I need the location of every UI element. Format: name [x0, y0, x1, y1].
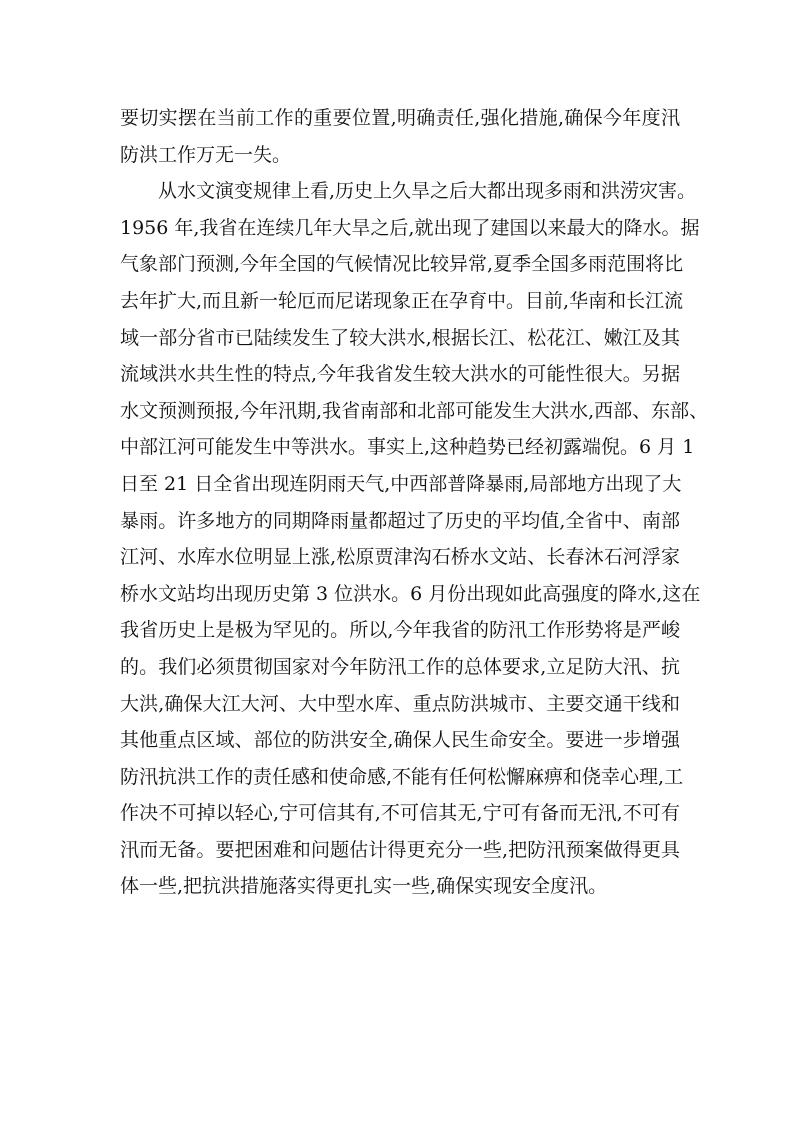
text-line: 气象部门预测,今年全国的气候情况比较异常,夏季全国多雨范围将比	[120, 253, 684, 276]
text-line: 从水文演变规律上看,历史上久旱之后大都出现多雨和洪涝灾害。	[158, 180, 697, 203]
text-line: 桥水文站均出现历史第 3 位洪水。6 月份出现如此高强度的降水,这在	[120, 582, 701, 605]
text-line: 大洪,确保大江大河、大中型水库、重点防洪城市、主要交通干线和	[120, 692, 680, 715]
text-line: 去年扩大,而且新一轮厄而尼诺现象正在孕育中。目前,华南和长江流	[120, 289, 684, 312]
text-line: 要切实摆在当前工作的重要位置,明确责任,强化措施,确保今年度汛	[120, 107, 680, 129]
text-line: 水文预测预报,今年汛期,我省南部和北部可能发生大洪水,西部、东部、	[120, 399, 709, 422]
text-line: 江河、水库水位明显上涨,松原贾津沟石桥水文站、长春沐石河浮家	[120, 546, 680, 569]
text-line: 其他重点区域、部位的防洪安全,确保人民生命安全。要进一步增强	[120, 729, 680, 752]
text-line: 域一部分省市已陆续发生了较大洪水,根据长江、松花江、嫩江及其	[120, 326, 680, 349]
text-line: 防汛抗洪工作的责任感和使命感,不能有任何松懈麻痹和侥幸心理,工	[120, 765, 684, 788]
text-line: 暴雨。许多地方的同期降雨量都超过了历史的平均值,全省中、南部	[120, 509, 680, 532]
paragraph-2	[120, 173, 709, 905]
text-line: 日至 21 日全省出现连阴雨天气,中西部普降暴雨,局部地方出现了大	[120, 472, 682, 495]
text-line: 作决不可掉以轻心,宁可信其有,不可信其无,宁可有备而无汛,不可有	[120, 802, 680, 825]
text-line: 体一些,把抗洪措施落实得更扎实一些,确保实现安全度汛。	[120, 875, 608, 898]
text-line: 1956 年,我省在连续几年大旱之后,就出现了建国以来最大的降水。据	[120, 216, 700, 239]
text-line: 流域洪水共生性的特点,今年我省发生较大洪水的可能性很大。另据	[120, 363, 680, 386]
paragraph-1	[120, 100, 680, 173]
body-text	[120, 100, 709, 905]
text-line: 中部江河可能发生中等洪水。事实上,这种趋势已经初露端倪。6 月 1	[120, 436, 695, 459]
text-line: 我省历史上是极为罕见的。所以,今年我省的防汛工作形势将是严峻	[120, 619, 680, 642]
text-line: 的。我们必须贯彻国家对今年防汛工作的总体要求,立足防大汛、抗	[120, 655, 680, 678]
text-line: 防洪工作万无一失。	[120, 143, 292, 166]
text-line: 汛而无备。要把困难和问题估计得更充分一些,把防汛预案做得更具	[120, 838, 680, 861]
